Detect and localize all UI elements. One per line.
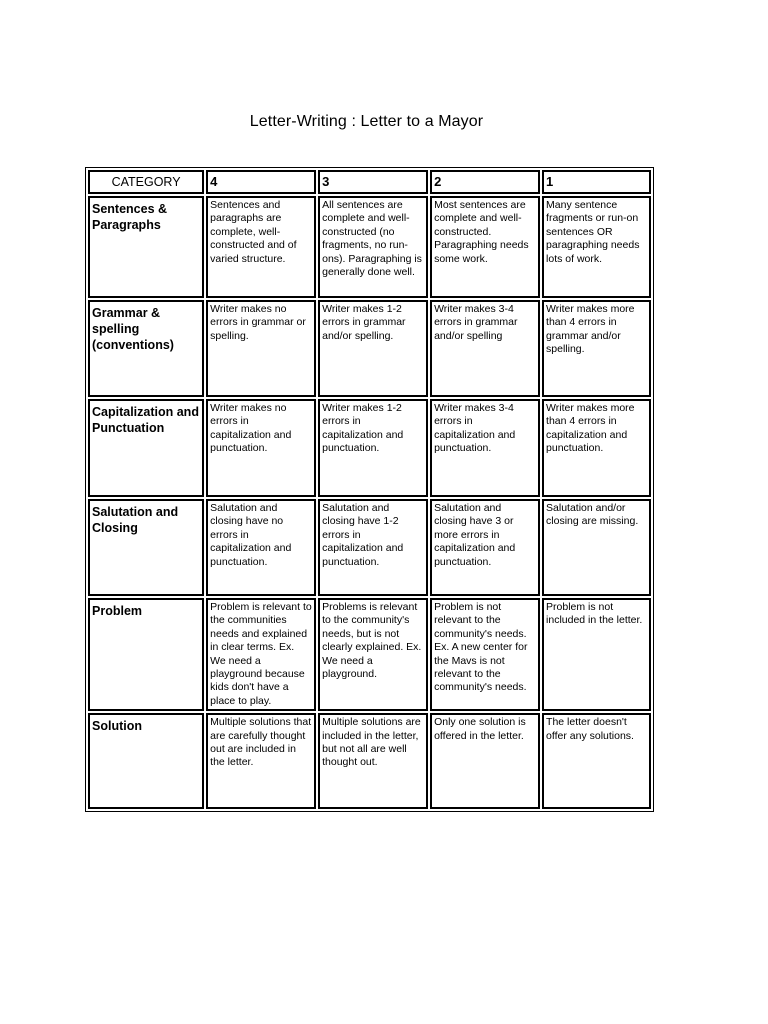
table-row	[88, 499, 651, 596]
table-row	[88, 196, 651, 298]
criteria-cell: Many sentence fragments or run-on sentences OR paragraphing needs lots of work.	[542, 196, 651, 298]
criteria-cell: Salutation and closing have 3 or more errors in capitalization and punctuation.	[430, 499, 540, 596]
criteria-cell: Problem is not included in the letter.	[542, 598, 651, 711]
criteria-cell: Multiple solutions are included in the letter, but not all are well thought out.	[318, 713, 428, 809]
criteria-cell: Problem is relevant to the communities needs and explained in clear terms. Ex. We need a playground because kids don't have a place to play.	[206, 598, 316, 711]
table-header-row	[88, 170, 651, 194]
level-header-cell: 4	[206, 170, 316, 194]
criteria-cell: Writer makes more than 4 errors in grammar and/or spelling.	[542, 300, 651, 397]
level-header-cell: 2	[430, 170, 540, 194]
category-cell: Capitalization and Punctuation	[88, 399, 204, 497]
criteria-cell: Writer makes no errors in capitalization and punctuation.	[206, 399, 316, 497]
criteria-cell: Writer makes 3-4 errors in grammar and/or spelling	[430, 300, 540, 397]
criteria-cell: Writer makes more than 4 errors in capitalization and punctuation.	[542, 399, 651, 497]
criteria-cell: Multiple solutions that are carefully thought out are included in the letter.	[206, 713, 316, 809]
criteria-cell: Writer makes 1-2 errors in grammar and/or spelling.	[318, 300, 428, 397]
criteria-cell: Salutation and closing have 1-2 errors in capitalization and punctuation.	[318, 499, 428, 596]
category-header-cell: CATEGORY	[88, 170, 204, 194]
level-header-cell: 1	[542, 170, 651, 194]
criteria-cell: Writer makes no errors in grammar or spelling.	[206, 300, 316, 397]
criteria-cell: Problem is not relevant to the community's needs. Ex. A new center for the Mavs is not relevant to the community's needs.	[430, 598, 540, 711]
criteria-cell: The letter doesn't offer any solutions.	[542, 713, 651, 809]
category-cell: Sentences & Paragraphs	[88, 196, 204, 298]
criteria-cell: Most sentences are complete and well-constructed. Paragraphing needs some work.	[430, 196, 540, 298]
rubric-table	[85, 167, 654, 812]
criteria-cell: Salutation and closing have no errors in capitalization and punctuation.	[206, 499, 316, 596]
table-row	[88, 713, 651, 809]
criteria-cell: All sentences are complete and well-constructed (no fragments, no run-ons). Paragraphing is generally done well.	[318, 196, 428, 298]
criteria-cell: Writer makes 1-2 errors in capitalization and punctuation.	[318, 399, 428, 497]
criteria-cell: Salutation and/or closing are missing.	[542, 499, 651, 596]
criteria-cell: Sentences and paragraphs are complete, well-constructed and of varied structure.	[206, 196, 316, 298]
category-cell: Grammar & spelling (conventions)	[88, 300, 204, 397]
table-row	[88, 598, 651, 711]
table-row	[88, 300, 651, 397]
criteria-cell: Problems is relevant to the community's needs, but is not clearly explained. Ex. We need a playground.	[318, 598, 428, 711]
criteria-cell: Writer makes 3-4 errors in capitalization and punctuation.	[430, 399, 540, 497]
category-cell: Problem	[88, 598, 204, 711]
table-row	[88, 399, 651, 497]
criteria-cell: Only one solution is offered in the letter.	[430, 713, 540, 809]
page-title: Letter-Writing : Letter to a Mayor	[249, 113, 484, 130]
category-cell: Salutation and Closing	[88, 499, 204, 596]
level-header-cell: 3	[318, 170, 428, 194]
category-cell: Solution	[88, 713, 204, 809]
